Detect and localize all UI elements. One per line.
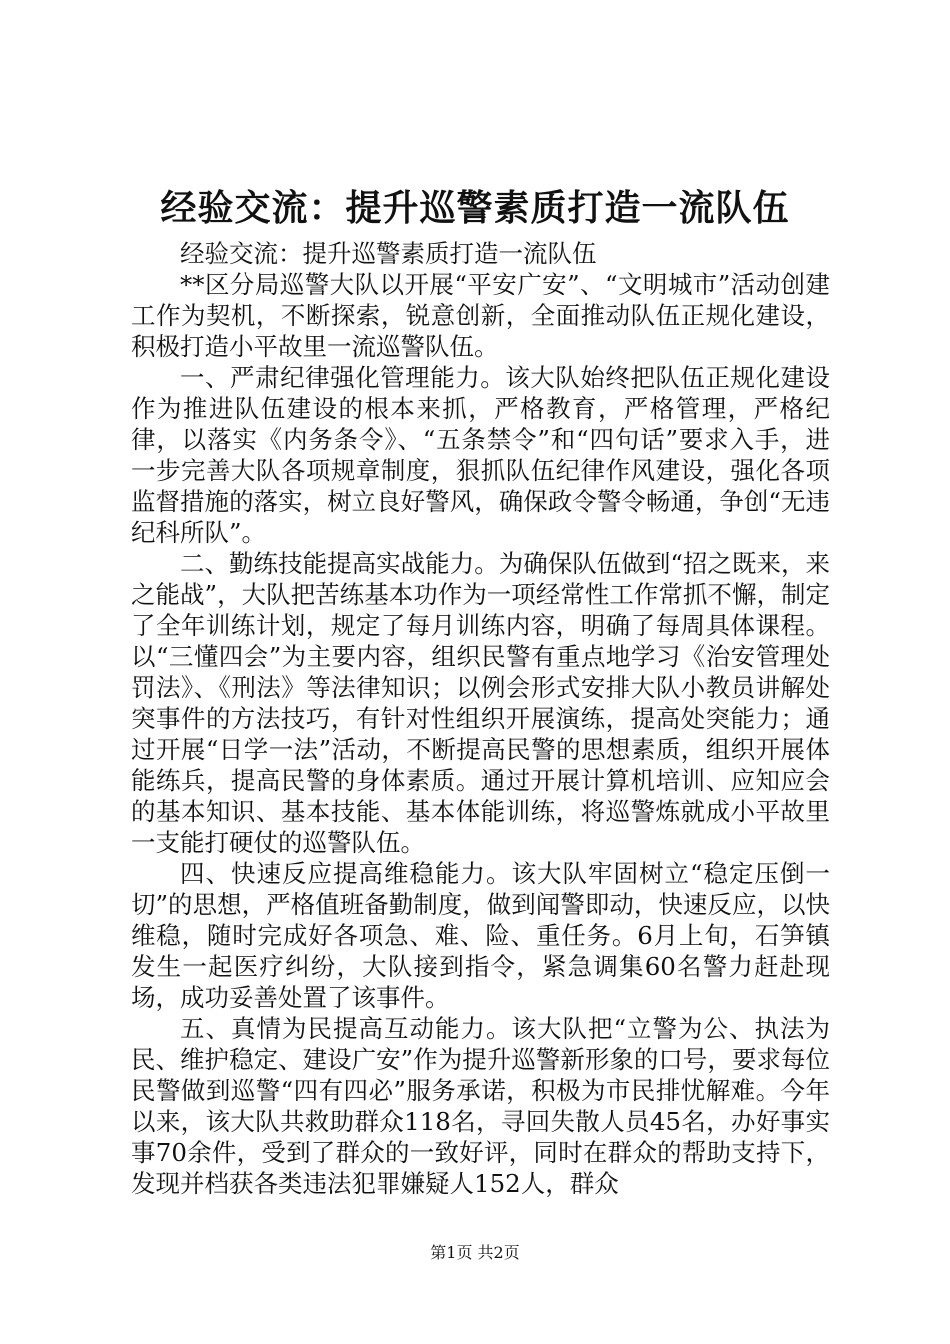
body-paragraph: 五、真情为民提高互动能力。该大队把“立警为公、执法为民、维护稳定、建设广安”作为提升巡警新形象的口号，要求每位民警做到巡警“四有四必”服务承诺，积极为市民排忧解难。今年以来，该大队共救助群众118名，寻回失散人员45名，办好事实事70余件，受到了群众的一致好评，同时在群众的帮助支持下，发现并档获各类违法犯罪嫌疑人152人，群众 xyxy=(131,1014,830,1198)
body-paragraph: 四、快速反应提高维稳能力。该大队牢固树立“稳定压倒一切”的思想，严格值班备勤制度，做到闻警即动，快速反应，以快维稳，随时完成好各项急、难、险、重任务。6月上旬，石笋镇发生一起医疗纠纷，大队接到指令，紧急调集60名警力赶赴现场，成功妥善处置了该事件。 xyxy=(131,859,830,1012)
body-paragraph: 经验交流：提升巡警素质打造一流队伍 xyxy=(180,239,597,268)
document-title: 经验交流：提升巡警素质打造一流队伍 xyxy=(160,187,790,229)
page-footer: 第1页 共2页 xyxy=(430,1243,520,1262)
body-paragraph: **区分局巡警大队以开展“平安广安”、“文明城市”活动创建工作为契机，不断探索，锐意创新，全面推动队伍正规化建设，积极打造小平故里一流巡警队伍。 xyxy=(131,270,830,361)
body-paragraph: 二、勤练技能提高实战能力。为确保队伍做到“招之既来，来之能战”，大队把苦练基本功作为一项经常性工作常抓不懈，制定了全年训练计划，规定了每月训练内容，明确了每周具体课程。以“三懂四会”为主要内容，组织民警有重点地学习《治安管理处罚法》、《刑法》等法律知识；以例会形式安排大队小教员讲解处突事件的方法技巧，有针对性组织开展演练，提高处突能力；通过开展“日学一法”活动，不断提高民警的思想素质，组织开展体能练兵，提高民警的身体素质。通过开展计算机培训、应知应会的基本知识、基本技能、基本体能训练，将巡警炼就成小平故里一支能打硬仗的巡警队伍。 xyxy=(131,549,830,857)
body-paragraph: 一、严肃纪律强化管理能力。该大队始终把队伍正规化建设作为推进队伍建设的根本来抓，严格教育，严格管理，严格纪律，以落实《内务条令》、“五条禁令”和“四句话”要求入手，进一步完善大队各项规章制度，狠抓队伍纪律作风建设，强化各项监督措施的落实，树立良好警风，确保政令警令畅通，争创“无违纪科所队”。 xyxy=(131,363,830,547)
document-body xyxy=(131,238,830,1199)
